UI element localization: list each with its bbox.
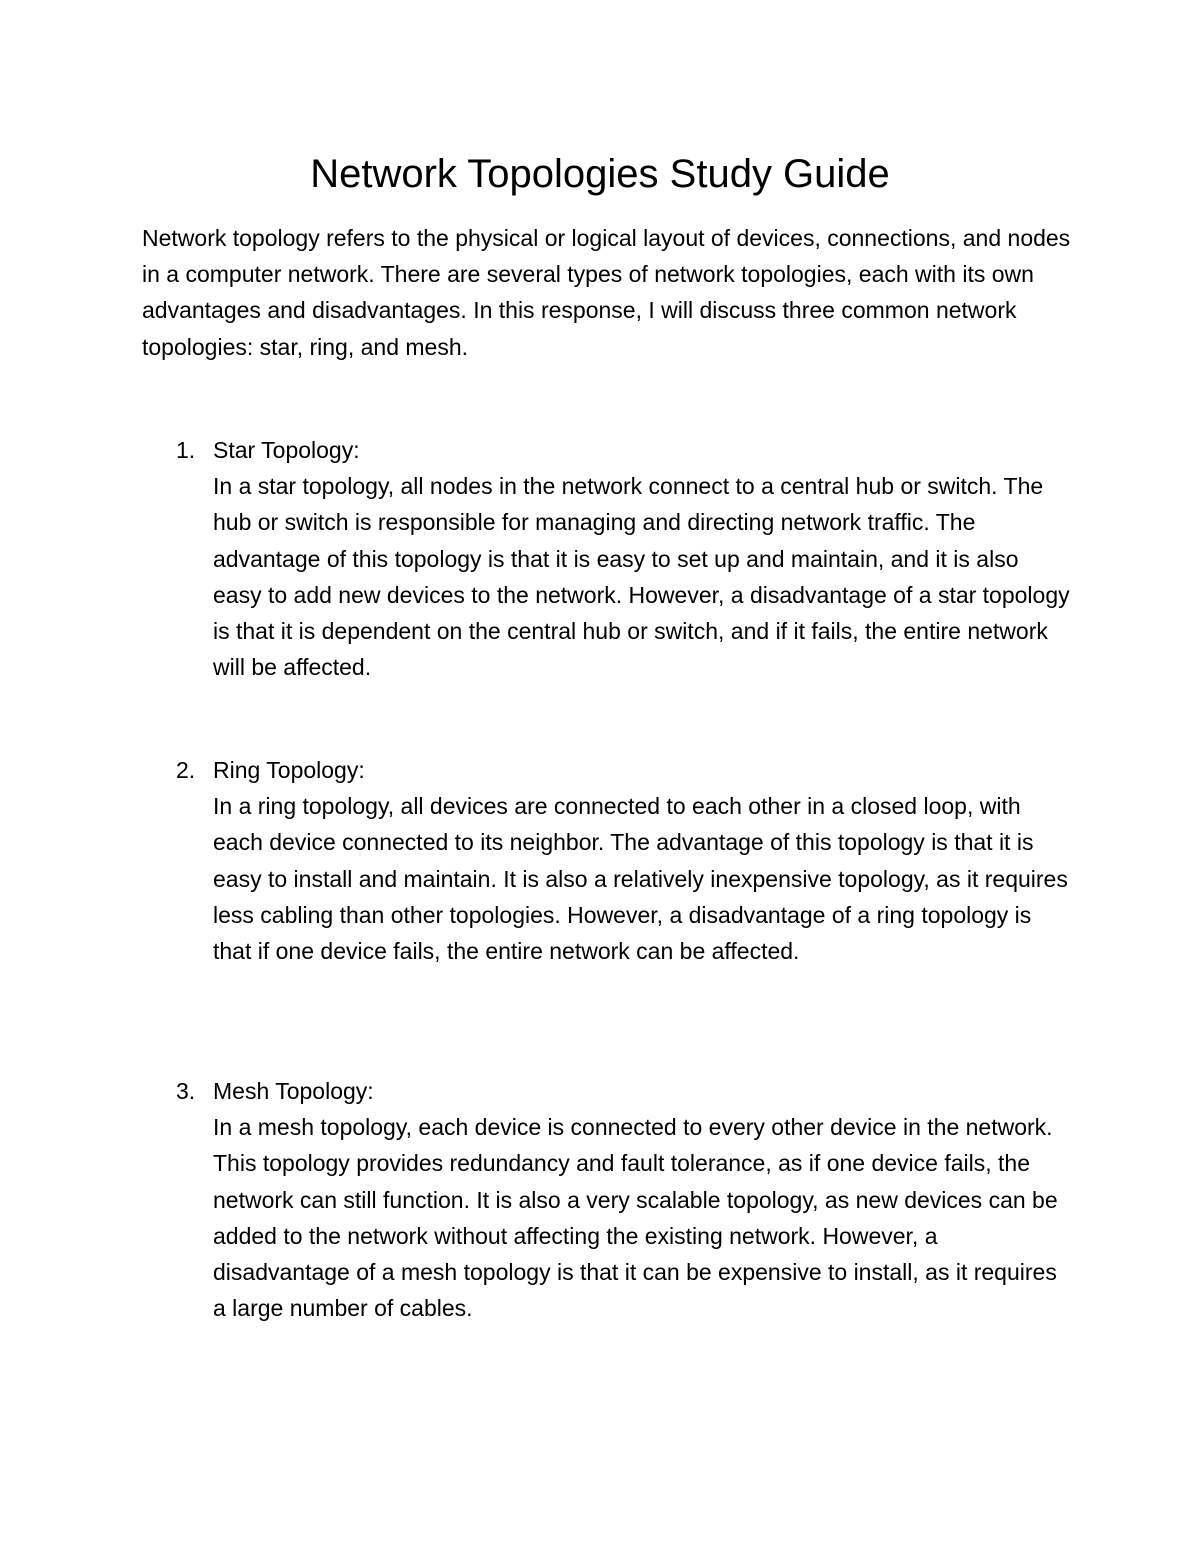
section-body: In a mesh topology, each device is connected to every other device in the network. This topology provides redundancy and fault tolerance, as if one device fails, the network can still function. It is also a very scalable topology, as new devices can be added to the network without affecting the existing network. However, a disadvantage of a mesh topology is that it can be expensive to install, as it requires a large number of cables. xyxy=(213,1114,1058,1322)
section-heading xyxy=(142,1073,1072,1109)
section-mesh-topology xyxy=(142,1073,1072,1326)
section-heading xyxy=(142,752,1072,788)
section-body: In a star topology, all nodes in the network connect to a central hub or switch. The hub or switch is responsible for managing and directing network traffic. The advantage of this topology is that it is easy to set up and maintain, and it is also easy to add new devices to the network. However, a disadvantage of a star topology is that it is dependent on the central hub or switch, and if it fails, the entire network will be affected. xyxy=(213,473,1070,681)
section-heading-text: Star Topology: xyxy=(213,437,360,463)
section-heading-text: Mesh Topology: xyxy=(213,1078,374,1104)
section-heading xyxy=(142,432,1072,468)
section-ring-topology xyxy=(142,752,1072,969)
list-number: 3. xyxy=(176,1078,196,1104)
section-star-topology xyxy=(142,432,1072,685)
intro-paragraph: Network topology refers to the physical or logical layout of devices, connections, and nodes in a computer network. There are several types of network topologies, each with its own advantages and disadvantages. In this response, I will discuss three common network topologies: star, ring, and mesh. xyxy=(142,225,1071,360)
section-body: In a ring topology, all devices are connected to each other in a closed loop, with each device connected to its neighbor. The advantage of this topology is that it is easy to install and maintain. It is also a relatively inexpensive topology, as it requires less cabling than other topologies. However, a disadvantage of a ring topology is that if one device fails, the entire network can be affected. xyxy=(213,793,1068,965)
list-number: 1. xyxy=(176,437,196,463)
section-heading-text: Ring Topology: xyxy=(213,757,365,783)
document-title: Network Topologies Study Guide xyxy=(310,152,890,196)
list-number: 2. xyxy=(176,757,196,783)
